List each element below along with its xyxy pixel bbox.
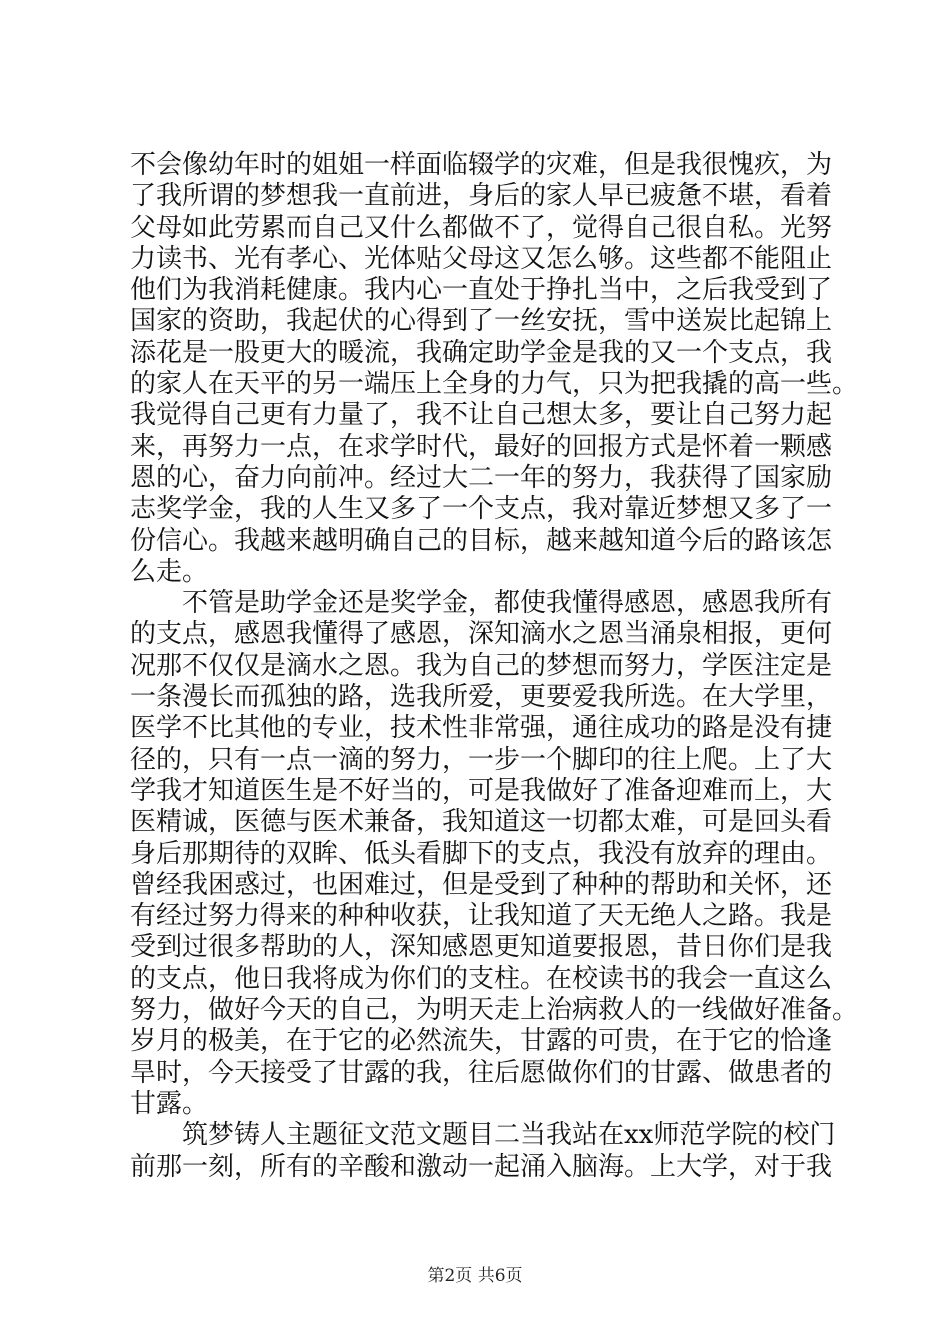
text-line: 国家的资助，我起伏的心得到了一丝安抚，雪中送炭比起锦上 <box>130 306 833 337</box>
text-line: 来，再努力一点，在求学时代，最好的回报方式是怀着一颗感 <box>130 431 833 462</box>
text-line: 了我所谓的梦想我一直前进，身后的家人早已疲惫不堪，看着 <box>130 181 833 212</box>
text-line: 医学不比其他的专业，技术性非常强，通往成功的路是没有捷 <box>130 713 833 744</box>
body-text <box>130 150 859 1183</box>
text-line: 学我才知道医生是不好当的，可是我做好了准备迎难而上，大 <box>130 775 833 806</box>
text-line: 的支点，他日我将成为你们的支柱。在校读书的我会一直这么 <box>130 963 833 994</box>
text-line: 不管是助学金还是奖学金，都使我懂得感恩，感恩我所有 <box>130 588 833 619</box>
text-line: 我觉得自己更有力量了，我不让自己想太多，要让自己努力起 <box>130 400 833 431</box>
text-line: 岁月的极美，在于它的必然流失，甘露的可贵，在于它的恰逢 <box>130 1026 833 1057</box>
text-line: 他们为我消耗健康。我内心一直处于挣扎当中，之后我受到了 <box>130 275 833 306</box>
text-line: 力读书、光有孝心、光体贴父母这又怎么够。这些都不能阻止 <box>130 243 833 274</box>
text-line: 父母如此劳累而自己又什么都做不了，觉得自己很自私。光努 <box>130 212 833 243</box>
text-line: 不会像幼年时的姐姐一样面临辍学的灾难，但是我很愧疚，为 <box>130 150 833 180</box>
text-line: 曾经我困惑过，也困难过，但是受到了种种的帮助和关怀，还 <box>130 869 833 900</box>
text-line: 添花是一股更大的暖流，我确定助学金是我的又一个支点，我 <box>130 337 833 368</box>
text-line: 受到过很多帮助的人，深知感恩更知道要报恩，昔日你们是我 <box>130 932 833 963</box>
text-line: 前那一刻，所有的辛酸和激动一起涌入脑海。上大学，对于我 <box>130 1151 833 1182</box>
text-line: 身后那期待的双眸、低头看脚下的支点，我没有放弃的理由。 <box>130 838 833 869</box>
text-line: 份信心。我越来越明确自己的目标，越来越知道今后的路该怎 <box>130 525 833 556</box>
text-line: 甘露。 <box>130 1088 209 1119</box>
text-line: 旱时，今天接受了甘露的我，往后愿做你们的甘露、做患者的 <box>130 1057 833 1088</box>
text-line: 努力，做好今天的自己，为明天走上治病救人的一线做好准备。 <box>130 995 859 1026</box>
text-line: 筑梦铸人主题征文范文题目二当我站在xx师范学院的校门 <box>130 1120 836 1151</box>
text-line: 一条漫长而孤独的路，选我所爱，更要爱我所选。在大学里， <box>130 682 833 713</box>
text-line: 径的，只有一点一滴的努力，一步一个脚印的往上爬。上了大 <box>130 744 833 775</box>
text-line: 恩的心，奋力向前冲。经过大二一年的努力，我获得了国家励 <box>130 462 833 493</box>
text-line: 志奖学金，我的人生又多了一个支点，我对靠近梦想又多了一 <box>130 494 833 525</box>
text-line: 的家人在天平的另一端压上全身的力气，只为把我撬的高一些。 <box>130 369 859 400</box>
text-line: 么走。 <box>130 556 209 587</box>
text-line: 有经过努力得来的种种收获，让我知道了天无绝人之路。我是 <box>130 901 833 932</box>
page-footer: 第2页 共6页 <box>427 1266 523 1286</box>
text-line: 况那不仅仅是滴水之恩。我为自己的梦想而努力，学医注定是 <box>130 650 833 681</box>
text-line: 的支点，感恩我懂得了感恩，深知滴水之恩当涌泉相报，更何 <box>130 619 833 650</box>
text-line: 医精诚，医德与医术兼备，我知道这一切都太难，可是回头看 <box>130 807 833 838</box>
